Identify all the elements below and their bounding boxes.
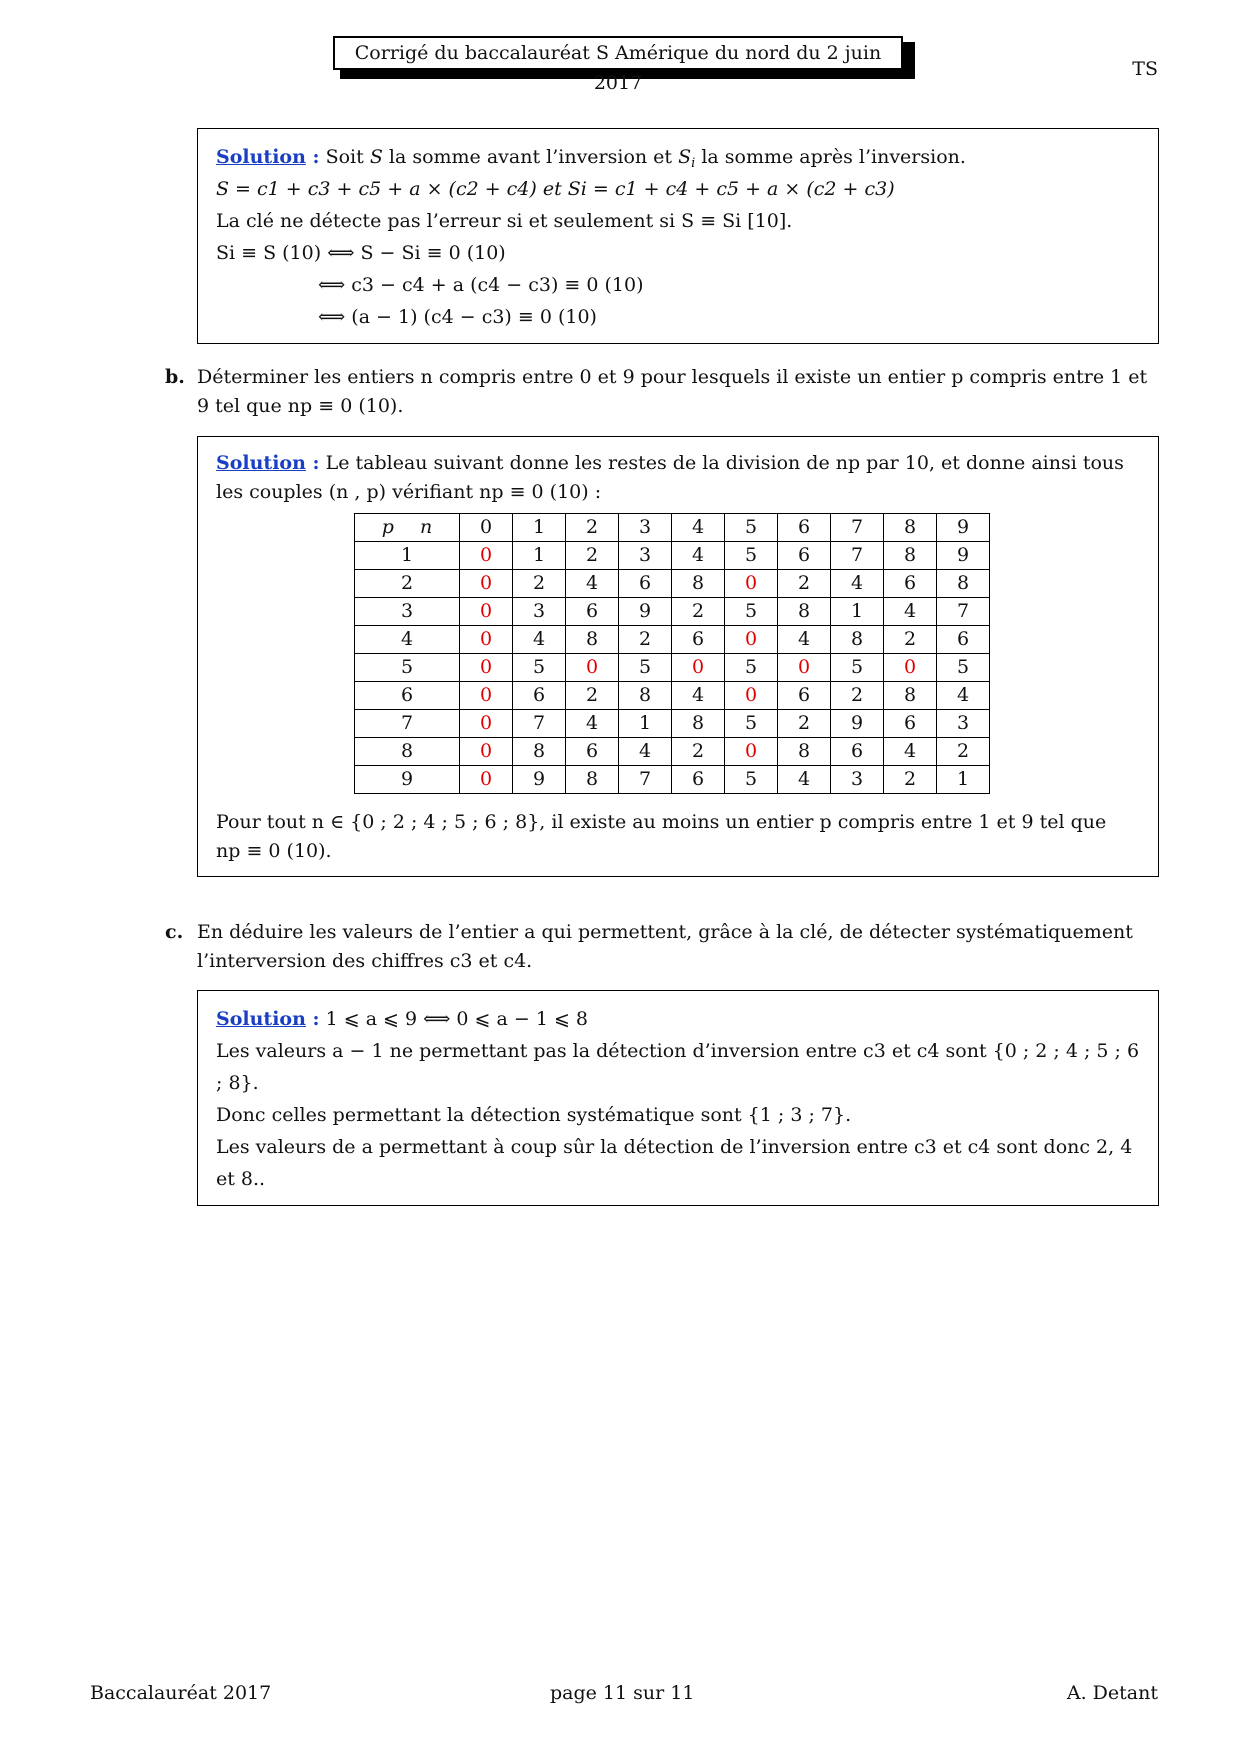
solution-b-conclusion-2: np ≡ 0 (10). (216, 840, 332, 862)
table-cell: 2 (619, 626, 672, 654)
table-cell: 4 (672, 542, 725, 570)
class-tag: TS (1132, 58, 1158, 80)
table-cell: 0 (460, 542, 513, 570)
solution-b-intro: Solution : Le tableau suivant donne les restes de la division de np par 10, et donne ainsi tous les couples (n , p) vérifiant np ≡ 0 (10) : (216, 452, 1124, 503)
table-cell: 8 (672, 710, 725, 738)
question-b-label: b. (165, 366, 185, 388)
footer-left: Baccalauréat 2017 (90, 1682, 272, 1704)
table-row (355, 626, 990, 654)
table-row (355, 738, 990, 766)
table-cell: 0 (725, 570, 778, 598)
question-b (165, 363, 1161, 421)
table-cell: 0 (566, 654, 619, 682)
table-cell: 9 (937, 542, 990, 570)
table-header-cell: 9 (937, 514, 990, 542)
table-cell: 0 (460, 682, 513, 710)
table-cell: 4 (566, 710, 619, 738)
question-b-text: Déterminer les entiers n compris entre 0 et 9 pour lesquels il existe un entier p compris entre 1 et 9 tel que np ≡ 0 (10). (197, 366, 1148, 417)
table-cell: 6 (513, 682, 566, 710)
table-cell: 7 (513, 710, 566, 738)
table-header-cell: 4 (672, 514, 725, 542)
question-c (165, 918, 1161, 976)
table-row-label: 5 (355, 654, 460, 682)
table-cell: 6 (566, 598, 619, 626)
solution-a-line-1: Solution : Soit S la somme avant l’inversion et $S_i$ la somme après l’inversion. (216, 146, 966, 171)
table-cell: 4 (566, 570, 619, 598)
table-header-cell: 5 (725, 514, 778, 542)
table-cell: 6 (566, 738, 619, 766)
table-cell: 2 (778, 570, 831, 598)
solution-box-b (197, 436, 1159, 877)
table-header-cell: 8 (884, 514, 937, 542)
table-cell: 2 (937, 738, 990, 766)
table-row (355, 682, 990, 710)
table-cell: 6 (672, 766, 725, 794)
table-cell: 8 (937, 570, 990, 598)
table-cell: 2 (672, 738, 725, 766)
solution-label: Solution (216, 146, 306, 168)
table-cell: 8 (566, 626, 619, 654)
page-title: Corrigé du baccalauréat S Amérique du nord du 2 juin 2017 (333, 36, 903, 70)
solution-a-line-5: ⟺ c3 − c4 + a (c4 − c3) ≡ 0 (10) (318, 274, 644, 296)
table-header-cell: 1 (513, 514, 566, 542)
table-header-cell: 0 (460, 514, 513, 542)
table-cell: 8 (884, 542, 937, 570)
table-cell: 4 (884, 738, 937, 766)
table-cell: 2 (884, 766, 937, 794)
table-cell: 1 (513, 542, 566, 570)
table-cell: 1 (831, 598, 884, 626)
table-cell: 0 (725, 738, 778, 766)
question-c-text: En déduire les valeurs de l’entier a qui permettent, grâce à la clé, de détecter systématiquement l’interversion des chiffres c3 et c4. (197, 921, 1133, 972)
table-cell: 5 (725, 710, 778, 738)
table-cell: 2 (672, 598, 725, 626)
table-cell: 0 (460, 570, 513, 598)
footer-author: A. Detant (1066, 1682, 1158, 1704)
table-cell: 6 (831, 738, 884, 766)
solution-c-line-1: Solution : 1 ⩽ a ⩽ 9 ⟺ 0 ⩽ a − 1 ⩽ 8 (216, 1008, 589, 1030)
table-cell: 7 (619, 766, 672, 794)
table-cell: 4 (778, 626, 831, 654)
table-cell: 8 (513, 738, 566, 766)
remainder-table (354, 513, 990, 794)
table-cell: 4 (884, 598, 937, 626)
solution-box-a (197, 128, 1159, 344)
table-cell: 2 (778, 710, 831, 738)
table-cell: 5 (725, 766, 778, 794)
table-cell: 1 (619, 710, 672, 738)
table-cell: 5 (725, 542, 778, 570)
solution-a-line-4: Si ≡ S (10) ⟺ S − Si ≡ 0 (10) (216, 242, 506, 264)
table-cell: 5 (937, 654, 990, 682)
table-cell: 8 (566, 766, 619, 794)
table-row (355, 598, 990, 626)
solution-a-line-3: La clé ne détecte pas l’erreur si et seulement si S ≡ Si [10]. (216, 210, 793, 232)
table-row-label: 6 (355, 682, 460, 710)
table-row-label: 2 (355, 570, 460, 598)
table-cell: 8 (672, 570, 725, 598)
table-cell: 0 (460, 710, 513, 738)
table-cell: 6 (937, 626, 990, 654)
table-cell: 0 (460, 654, 513, 682)
table-cell: 9 (831, 710, 884, 738)
table-cell: 1 (937, 766, 990, 794)
solution-c-line-2: Les valeurs a − 1 ne permettant pas la détection d’inversion entre c3 et c4 sont {0 ; 2 ; 4 ; 5 ; 6 ; 8}. (216, 1040, 1140, 1094)
table-cell: 0 (460, 598, 513, 626)
table-cell: 4 (831, 570, 884, 598)
table-header-cell: 2 (566, 514, 619, 542)
table-cell: 2 (566, 542, 619, 570)
table-row-label: 3 (355, 598, 460, 626)
table-cell: 4 (937, 682, 990, 710)
table-cell: 8 (778, 738, 831, 766)
table-header-cell: 7 (831, 514, 884, 542)
table-row-label: 9 (355, 766, 460, 794)
table-cell: 0 (884, 654, 937, 682)
table-cell: 5 (513, 654, 566, 682)
table-cell: 0 (778, 654, 831, 682)
table-cell: 4 (619, 738, 672, 766)
table-row (355, 542, 990, 570)
table-cell: 6 (778, 542, 831, 570)
solution-box-c (197, 990, 1159, 1206)
table-cell: 9 (513, 766, 566, 794)
table-cell: 2 (884, 626, 937, 654)
table-row-label: 8 (355, 738, 460, 766)
table-header-row (355, 514, 990, 542)
table-header-cell: 6 (778, 514, 831, 542)
table-row (355, 570, 990, 598)
table-row (355, 766, 990, 794)
table-cell: 4 (672, 682, 725, 710)
table-row-label: 1 (355, 542, 460, 570)
table-corner-cell: p n (355, 514, 460, 542)
table-cell: 6 (619, 570, 672, 598)
table-header-cell: 3 (619, 514, 672, 542)
table-cell: 8 (831, 626, 884, 654)
footer-page-number: page 11 sur 11 (550, 1682, 695, 1704)
table-cell: 5 (619, 654, 672, 682)
table-cell: 0 (460, 738, 513, 766)
table-cell: 3 (937, 710, 990, 738)
table-cell: 0 (725, 626, 778, 654)
table-cell: 5 (725, 598, 778, 626)
table-cell: 9 (619, 598, 672, 626)
solution-c-line-3: Donc celles permettant la détection systématique sont {1 ; 3 ; 7}. (216, 1104, 852, 1126)
table-cell: 2 (566, 682, 619, 710)
table-cell: 0 (725, 682, 778, 710)
table-row-label: 7 (355, 710, 460, 738)
table-cell: 0 (460, 766, 513, 794)
solution-b-conclusion-1: Pour tout n ∈ {0 ; 2 ; 4 ; 5 ; 6 ; 8}, il existe au moins un entier p compris entre 1 et 9 tel que (216, 811, 1107, 833)
table-cell: 3 (831, 766, 884, 794)
solution-a-line-6: ⟺ (a − 1) (c4 − c3) ≡ 0 (10) (318, 306, 597, 328)
table-row (355, 710, 990, 738)
table-cell: 6 (884, 710, 937, 738)
table-row-label: 4 (355, 626, 460, 654)
table-cell: 7 (831, 542, 884, 570)
table-cell: 4 (778, 766, 831, 794)
table-cell: 8 (619, 682, 672, 710)
table-cell: 6 (884, 570, 937, 598)
solution-c-line-4: Les valeurs de a permettant à coup sûr la détection de l’inversion entre c3 et c4 sont donc 2, 4 et 8.. (216, 1136, 1133, 1190)
table-cell: 2 (831, 682, 884, 710)
table-cell: 7 (937, 598, 990, 626)
table-cell: 3 (513, 598, 566, 626)
table-cell: 0 (672, 654, 725, 682)
table-row (355, 654, 990, 682)
table-cell: 2 (513, 570, 566, 598)
table-cell: 5 (831, 654, 884, 682)
table-cell: 5 (725, 654, 778, 682)
table-cell: 4 (513, 626, 566, 654)
table-cell: 8 (778, 598, 831, 626)
table-cell: 3 (619, 542, 672, 570)
table-cell: 8 (884, 682, 937, 710)
table-cell: 0 (460, 626, 513, 654)
table-cell: 6 (778, 682, 831, 710)
question-c-label: c. (165, 921, 184, 943)
table-cell: 6 (672, 626, 725, 654)
solution-a-line-2: S = c1 + c3 + c5 + a × (c2 + c4) et Si = c1 + c4 + c5 + a × (c2 + c3) (216, 178, 895, 200)
